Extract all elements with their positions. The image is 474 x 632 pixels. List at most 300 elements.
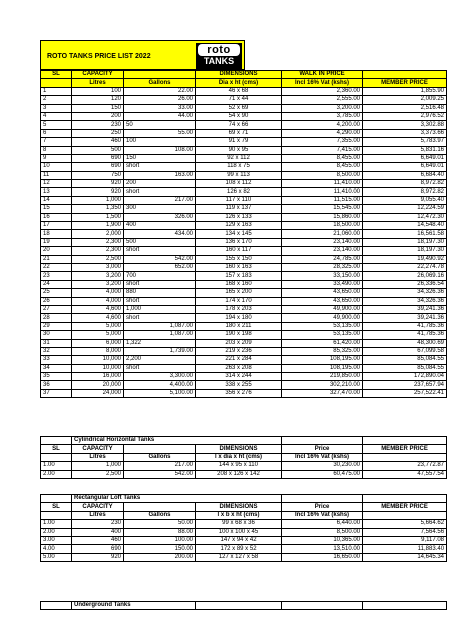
blank-cell [41,495,72,503]
table-cell: 5,664.62 [363,520,447,528]
table-cell: 2,300 [72,238,124,246]
table-row [41,87,447,95]
ug-cell [282,602,363,610]
table-cell: 3,000 [72,263,124,271]
price-list-title: ROTO TANKS PRICE LIST 2022 [47,53,151,60]
section-title: Cylindrical Horizontal Tanks [72,437,282,445]
table-cell: 22 [41,263,72,271]
table-cell: 2.00 [41,470,72,478]
table-cell: 18,500.00 [282,222,363,230]
table-cell: 217.00 [124,462,196,470]
table-cell: 155 x 150 [196,255,282,263]
table-row [41,339,447,347]
table-cell: 1,350 [72,205,124,213]
table-cell: 920 [72,180,124,188]
header-row [41,503,447,511]
table-cell: 2.00 [41,528,72,536]
table-cell: 8,500.00 [282,171,363,179]
column-subheader [363,511,447,519]
column-subheader: Gallons [124,453,196,461]
table-cell: 119 x 137 [196,205,282,213]
table-cell: 71 x 44 [196,96,282,104]
table-cell: 178 x 203 [196,305,282,313]
roto-tanks-logo [196,43,242,69]
loft-tanks-table [40,494,447,562]
table-cell: short [124,188,196,196]
table-cell: 3,300.00 [124,373,196,381]
table-cell: 108 x 112 [196,180,282,188]
table-cell: 53,135.00 [282,331,363,339]
table-cell: 60,475.00 [282,470,363,478]
table-cell: 6,684.40 [363,171,447,179]
column-subheader [41,453,72,461]
table-cell: 460 [72,536,124,544]
underground-title: Underground Tanks [72,602,196,610]
table-cell: 8,972.82 [363,180,447,188]
table-cell: 108,195.00 [282,364,363,372]
table-cell: 263 x 208 [196,364,282,372]
table-cell: 22,274.78 [363,263,447,271]
blank-cell [282,495,363,503]
table-cell: 500 [72,146,124,154]
table-cell: 160 x 163 [196,263,282,271]
table-cell: 219 x 236 [196,347,282,355]
table-cell: 203 x 209 [196,339,282,347]
table-cell: 3,200.00 [282,104,363,112]
table-cell: 302,210.00 [282,381,363,389]
table-cell: 33,150.00 [282,272,363,280]
column-header: SL [41,71,72,79]
table-cell: 12,224.59 [363,205,447,213]
table-cell: 67,099.58 [363,347,447,355]
table-cell: short [124,247,196,255]
table-cell: 26,069.16 [363,272,447,280]
subheader-row [41,511,447,519]
table-cell: 300 [124,205,196,213]
table-cell: 50.00 [124,520,196,528]
table-cell: 8 [41,146,72,154]
table-cell: 920 [72,188,124,196]
table-cell: 24,785.00 [282,255,363,263]
table-cell: 54 x 90 [196,112,282,120]
table-cell: 338 x 255 [196,381,282,389]
table-cell: 880 [124,289,196,297]
table-cell: 39,241.36 [363,305,447,313]
table-cell: 49,900.00 [282,314,363,322]
table-cell: 194 x 180 [196,314,282,322]
table-cell: 136 x 170 [196,238,282,246]
table-cell: 15,860.00 [282,213,363,221]
table-row [41,305,447,313]
table-cell: 10,000 [72,364,124,372]
table-cell: 19,490.92 [363,255,447,263]
table-cell: 33,490.00 [282,280,363,288]
column-subheader [41,79,72,87]
table-cell: 190 x 198 [196,331,282,339]
table-cell: 5 [41,121,72,129]
table-cell: 2,009.25 [363,96,447,104]
table-cell: 23,772.87 [363,462,447,470]
table-cell: 43,650.00 [282,289,363,297]
table-row [41,230,447,238]
table-row [41,104,447,112]
table-cell: 8,455.00 [282,154,363,162]
table-cell: 10,000 [72,356,124,364]
table-cell: 157 x 183 [196,272,282,280]
table-cell: 85,325.00 [282,347,363,355]
table-cell: 690 [72,154,124,162]
table-cell: 7,415.00 [282,146,363,154]
table-cell: 400 [72,528,124,536]
table-cell: 117 x 110 [196,196,282,204]
table-cell: 35 [41,373,72,381]
table-cell: 15 [41,205,72,213]
table-cell: short [124,314,196,322]
table-cell: 11,515.00 [282,196,363,204]
table-cell: 92 x 112 [196,154,282,162]
table-cell: 33 [41,356,72,364]
table-cell: 126 x 133 [196,213,282,221]
table-cell: 100 x 100 x 45 [196,528,282,536]
table-row [41,545,447,553]
table-cell: 163.00 [124,171,196,179]
table-cell: 5,783.97 [363,138,447,146]
table-cell: 100 [124,138,196,146]
table-cell: 61,420.00 [282,339,363,347]
header-row [41,71,447,79]
table-cell: 2,500 [72,470,124,478]
column-header: DIMENSIONS [196,503,282,511]
table-cell: 11 [41,171,72,179]
table-cell: 2,300 [72,247,124,255]
table-cell: 1,322 [124,339,196,347]
table-cell: 16 [41,213,72,221]
table-cell: 9,117.08 [363,536,447,544]
table-cell: 118 x 75 [196,163,282,171]
table-cell: short [124,163,196,171]
table-cell: 1,000 [124,305,196,313]
table-row [41,138,447,146]
table-cell: 8,500.00 [282,528,363,536]
table-cell: 37 [41,389,72,397]
table-cell: 34,326.36 [363,297,447,305]
table-cell: 200 [72,112,124,120]
table-cell: 327,470.00 [282,389,363,397]
table-row [41,381,447,389]
table-cell: 74 x 66 [196,121,282,129]
table-cell: 14,645.34 [363,553,447,561]
table-row [41,180,447,188]
table-row [41,297,447,305]
table-cell: 2,500 [72,255,124,263]
table-cell: 127 x 127 x 58 [196,553,282,561]
table-cell: 1.00 [41,462,72,470]
table-cell: 108,195.00 [282,356,363,364]
column-header: MEMBER PRICE [363,445,447,453]
section-title-row [41,495,447,503]
table-cell: 7,564.56 [363,528,447,536]
table-row [41,238,447,246]
column-subheader: Incl 16% Vat (kshs) [282,79,363,87]
table-cell: 10,365.00 [282,536,363,544]
table-cell: short [124,297,196,305]
table-cell: 91 x 79 [196,138,282,146]
table-cell: 3,785.00 [282,112,363,120]
logo-line-2: TANKS [203,56,235,66]
table-cell: 53,135.00 [282,322,363,330]
table-cell: 150 [72,104,124,112]
table-cell: 52 x 69 [196,104,282,112]
ug-cell [363,602,447,610]
table-cell: 6 [41,129,72,137]
table-row [41,222,447,230]
table-cell: 85,084.55 [363,356,447,364]
table-cell: 6,440.00 [282,520,363,528]
column-subheader: Litres [72,511,124,519]
table-row [41,347,447,355]
table-cell: 750 [72,171,124,179]
table-cell: 542.00 [124,255,196,263]
table-row [41,205,447,213]
table-cell: 1,087.00 [124,331,196,339]
table-cell: 31 [41,339,72,347]
table-cell: 55.00 [124,129,196,137]
table-cell: 6,649.01 [363,154,447,162]
blank-cell [363,495,447,503]
table-row [41,528,447,536]
table-row [41,154,447,162]
table-cell: 652.00 [124,263,196,271]
table-row [41,322,447,330]
ug-cell [41,602,72,610]
table-cell: 126 x 82 [196,188,282,196]
column-header: Price [282,503,363,511]
table-cell: 250 [72,129,124,137]
table-row [41,389,447,397]
table-cell: 7,355.00 [282,138,363,146]
table-cell: 1,900 [72,222,124,230]
blank-cell [363,437,447,445]
column-subheader [363,453,447,461]
table-cell: 2,555.00 [282,96,363,104]
table-cell: 1,087.00 [124,322,196,330]
table-cell: 22.00 [124,87,196,95]
table-cell: 460 [72,138,124,146]
table-cell: 356 x 276 [196,389,282,397]
table-cell: 30 [41,331,72,339]
table-cell: 48,300.69 [363,339,447,347]
column-header [124,71,196,79]
table-cell: 18 [41,230,72,238]
table-cell: 150.00 [124,545,196,553]
table-cell: 200 [124,180,196,188]
table-row [41,96,447,104]
column-header: DIMENSIONS [196,445,282,453]
column-subheader: Gallons [124,511,196,519]
table-cell: 18,197.30 [363,247,447,255]
table-cell: 5,831.16 [363,146,447,154]
table-cell: 172,890.04 [363,373,447,381]
logo-line-1: roto [198,44,240,56]
table-cell: 49,900.00 [282,305,363,313]
table-cell: 8,000 [72,347,124,355]
column-subheader: MEMBER PRICE [363,79,447,87]
table-cell: 4,290.00 [282,129,363,137]
table-cell: 14 [41,196,72,204]
table-cell: 21,060.00 [282,230,363,238]
table-row [41,213,447,221]
table-cell: 34 [41,364,72,372]
table-cell: 90 x 95 [196,146,282,154]
table-cell: 4,600 [72,305,124,313]
table-cell: 26.00 [124,96,196,104]
table-cell: 180 x 211 [196,322,282,330]
table-cell: 4,000 [72,289,124,297]
title-banner [40,40,245,70]
column-subheader: l x b x ht (cms) [196,511,282,519]
table-row [41,171,447,179]
table-cell: 4,200.00 [282,121,363,129]
table-cell: 41,785.36 [363,331,447,339]
table-row [41,163,447,171]
table-row [41,462,447,470]
column-header: MEMBER PRICE [363,503,447,511]
table-cell: 13 [41,188,72,196]
table-cell: 9,055.40 [363,196,447,204]
table-cell: 13,510.00 [282,545,363,553]
column-subheader: Gallons [124,79,196,87]
table-cell: 26 [41,297,72,305]
table-cell: 28,325.00 [282,263,363,271]
table-cell: 172 x 89 x 52 [196,545,282,553]
table-cell: 400 [124,222,196,230]
table-cell: 434.00 [124,230,196,238]
table-cell: 24,000 [72,389,124,397]
table-cell: 19 [41,238,72,246]
table-cell: 2,200 [124,356,196,364]
column-header: SL [41,445,72,453]
table-cell: 4 [41,112,72,120]
column-header [124,445,196,453]
table-cell: 1 [41,87,72,95]
table-cell: 100.00 [124,536,196,544]
table-cell: 39,241.36 [363,314,447,322]
table-cell: 2 [41,96,72,104]
table-cell: 168 x 160 [196,280,282,288]
table-cell: 33.00 [124,104,196,112]
blank-cell [282,437,363,445]
table-cell: 1,739.00 [124,347,196,355]
table-cell: 5,000 [72,322,124,330]
table-cell: 4.00 [41,545,72,553]
table-cell: 5.00 [41,553,72,561]
table-cell: 1,500 [72,213,124,221]
table-cell: 16,650.00 [282,553,363,561]
table-cell: 44.00 [124,112,196,120]
table-cell: short [124,364,196,372]
table-cell: 16,561.58 [363,230,447,238]
table-cell: 1.00 [41,520,72,528]
table-cell: 219,850.00 [282,373,363,381]
column-header [363,71,447,79]
table-cell: 12,472.30 [363,213,447,221]
table-cell: short [124,280,196,288]
column-header: CAPACITY [72,503,124,511]
table-cell: 4,400.00 [124,381,196,389]
table-cell: 10 [41,163,72,171]
table-row [41,112,447,120]
table-cell: 257,522.41 [363,389,447,397]
table-cell: 3,373.66 [363,129,447,137]
table-cell: 18,197.30 [363,238,447,246]
table-cell: 160 x 117 [196,247,282,255]
table-cell: 43,650.00 [282,297,363,305]
table-cell: 9 [41,154,72,162]
table-cell: 20 [41,247,72,255]
table-cell: 3,200 [72,280,124,288]
column-header: CAPACITY [72,445,124,453]
table-cell: 8,455.00 [282,163,363,171]
table-cell: 230 [72,520,124,528]
table-row [41,129,447,137]
table-row [41,146,447,154]
section-title: Rectangular Loft Tanks [72,495,282,503]
column-subheader: Litres [72,79,124,87]
table-cell: 2,516.48 [363,104,447,112]
table-cell: 542.00 [124,470,196,478]
table-cell: 85,084.55 [363,364,447,372]
table-row [41,356,447,364]
table-row [41,272,447,280]
table-cell: 3,302.88 [363,121,447,129]
table-cell: 147 x 94 x 42 [196,536,282,544]
table-row [41,373,447,381]
table-cell: 46 x 68 [196,87,282,95]
table-cell: 920 [72,553,124,561]
table-cell: 88.00 [124,528,196,536]
subheader-row [41,79,447,87]
table-cell: 36 [41,381,72,389]
table-cell: 50 [124,121,196,129]
table-cell: 2,360.00 [282,87,363,95]
table-cell: 6,000 [72,339,124,347]
table-cell: 208 x 126 x 142 [196,470,282,478]
column-header: SL [41,503,72,511]
table-cell: 134 x 145 [196,230,282,238]
table-cell: 1,855.90 [363,87,447,95]
table-cell: 2,000 [72,230,124,238]
table-cell: 15,545.00 [282,205,363,213]
column-subheader: Incl 16% Vat (kshs) [282,511,363,519]
table-cell: 47,557.54 [363,470,447,478]
table-cell: 16,000 [72,373,124,381]
table-cell: 7 [41,138,72,146]
table-cell: 690 [72,163,124,171]
table-cell: 690 [72,545,124,553]
column-header: DIMENSIONS [196,71,282,79]
table-cell: 314 x 244 [196,373,282,381]
table-cell: 20,000 [72,381,124,389]
table-cell: 25 [41,289,72,297]
table-cell: 2,976.52 [363,112,447,120]
table-cell: 23,140.00 [282,238,363,246]
main-price-table [40,70,447,398]
column-header: WALK IN PRICE [282,71,363,79]
table-cell: 4,000 [72,297,124,305]
table-row [41,331,447,339]
table-cell: 200.00 [124,553,196,561]
table-row [41,263,447,271]
